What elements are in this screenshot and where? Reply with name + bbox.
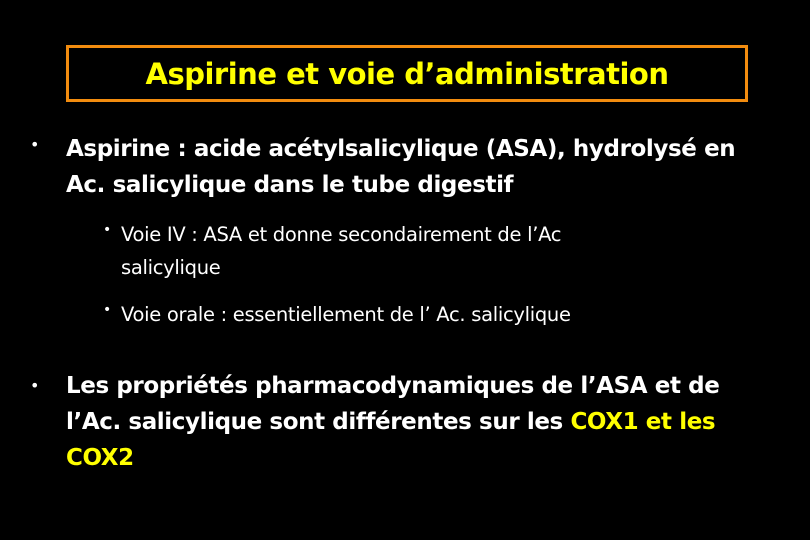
slide-title: Aspirine et voie d’administration xyxy=(145,56,669,91)
bullet-dot: • xyxy=(30,376,40,395)
bullet-2 xyxy=(66,368,786,476)
bullet-2-line-1: Les propriétés pharmacodynamiques de l’ASA et de xyxy=(66,373,720,399)
bullet-2-line-3: COX2 xyxy=(66,445,134,471)
bullet-2-line-2 xyxy=(66,404,786,440)
title-box xyxy=(66,45,748,102)
sub-bullet-dot: • xyxy=(103,302,112,318)
bullet-1-line-1: Aspirine : acide acétylsalicylique (ASA), hydrolysé en xyxy=(66,136,736,162)
bullet-2-line-2-text: l’Ac. salicylique sont différentes sur les xyxy=(66,409,571,435)
bullet-1 xyxy=(66,131,786,203)
sub-bullet-2 xyxy=(121,298,761,331)
sub-bullet-1-line-1: Voie IV : ASA et donne secondairement de l’Ac xyxy=(121,223,562,246)
bullet-dot: • xyxy=(30,135,40,154)
bullet-1-line-2: Ac. salicylique dans le tube digestif xyxy=(66,172,514,198)
sub-bullet-2-line-1: Voie orale : essentiellement de l’ Ac. salicylique xyxy=(121,303,571,326)
sub-bullet-1-line-2: salicylique xyxy=(121,256,221,279)
cox-highlight: COX1 et les xyxy=(570,409,716,435)
sub-bullet-1 xyxy=(121,218,761,284)
sub-bullet-dot: • xyxy=(103,222,112,238)
